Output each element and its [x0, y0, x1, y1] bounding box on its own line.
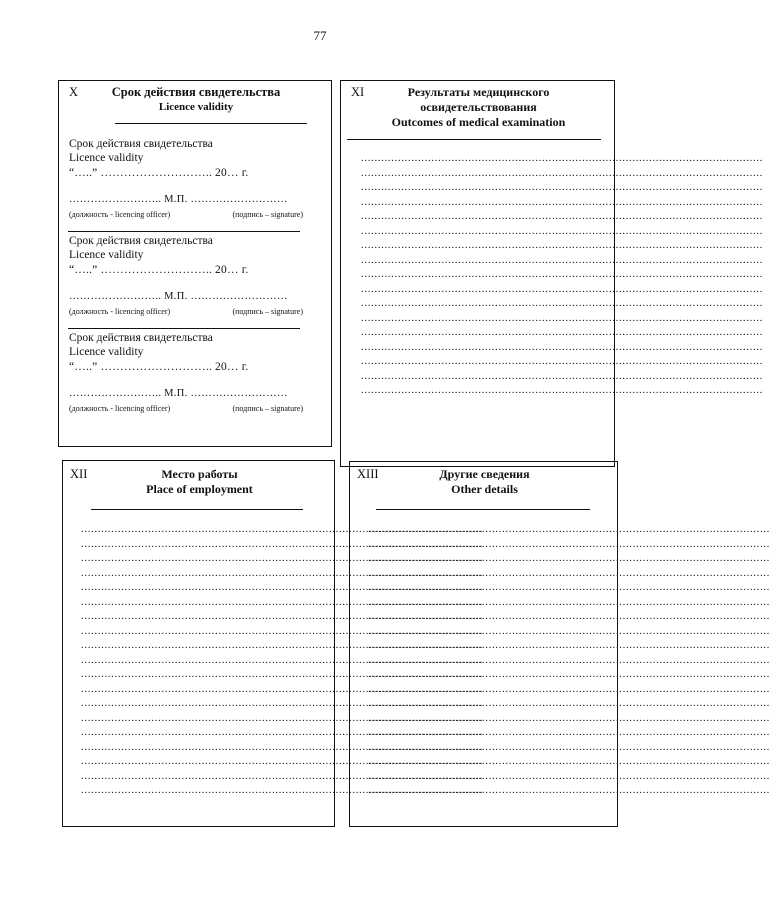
- dotted-answer-line[interactable]: ........................................................................................................................: [368, 581, 770, 593]
- dotted-answer-line[interactable]: ........................................................................................................................: [368, 610, 770, 622]
- dotted-answer-line[interactable]: ........................................................................................................................: [368, 566, 770, 579]
- validity-entry-2: [69, 234, 321, 319]
- caption-row: [69, 402, 321, 416]
- title-ru-line-1: Результаты медицинского: [407, 85, 550, 99]
- dotted-answer-line[interactable]: ........................................................................................................................: [361, 181, 763, 193]
- title-underline: [91, 509, 303, 510]
- section-title: [79, 85, 313, 115]
- entry-label-ru: Срок действия свидетельства: [69, 332, 213, 344]
- dotted-answer-line[interactable]: ........................................................................................................................: [81, 523, 483, 535]
- title-ru-line-2: освидетельствования: [420, 100, 537, 114]
- entry-divider: [68, 231, 300, 232]
- dotted-answer-line[interactable]: ........................................................................................................................: [368, 784, 770, 796]
- stamp-field[interactable]: …………………….. М.П. ………………………: [69, 194, 288, 205]
- title-en: Licence validity: [158, 101, 234, 113]
- dotted-answer-line[interactable]: ........................................................................................................................: [368, 552, 770, 564]
- dotted-answer-line[interactable]: ........................................................................................................................: [368, 668, 770, 680]
- dotted-answer-line[interactable]: ........................................................................................................................: [368, 523, 770, 535]
- dotted-answer-line[interactable]: ........................................................................................................................: [81, 755, 483, 767]
- stamp-field[interactable]: …………………….. М.П. ………………………: [69, 388, 288, 399]
- dotted-answer-line[interactable]: ........................................................................................................................: [361, 166, 763, 179]
- dotted-answer-line[interactable]: ........................................................................................................................: [361, 340, 763, 353]
- dotted-answer-line[interactable]: ........................................................................................................................: [361, 282, 763, 295]
- dotted-answer-line[interactable]: ........................................................................................................................: [81, 566, 483, 579]
- entry-label-en: Licence validity: [69, 346, 144, 358]
- section-title: [361, 85, 596, 130]
- dotted-answer-line[interactable]: ........................................................................................................................: [81, 537, 483, 550]
- dotted-answer-line[interactable]: ........................................................................................................................: [368, 537, 770, 550]
- dotted-answer-line[interactable]: ........................................................................................................................: [361, 384, 763, 396]
- dotted-answer-line[interactable]: ........................................................................................................................: [81, 653, 483, 666]
- title-ru: Срок действия свидетельства: [111, 85, 281, 99]
- section-title: [83, 467, 316, 497]
- dotted-answer-line[interactable]: ........................................................................................................................: [361, 326, 763, 338]
- validity-entry-1: [69, 137, 321, 222]
- dotted-answer-line[interactable]: ........................................................................................................................: [361, 355, 763, 367]
- dotted-answer-line[interactable]: ........................................................................................................................: [361, 224, 763, 237]
- date-field[interactable]: “…..” ……………………….. 20… г.: [69, 264, 249, 276]
- title-ru: Место работы: [161, 467, 238, 481]
- section-number: XI: [351, 85, 365, 99]
- dotted-answer-line[interactable]: ........................................................................................................................: [368, 653, 770, 666]
- title-en: Place of employment: [146, 482, 253, 496]
- signature-caption: (подпись – signature): [232, 404, 303, 413]
- dotted-answer-line[interactable]: ........................................................................................................................: [81, 581, 483, 593]
- dotted-answer-line[interactable]: ........................................................................................................................: [81, 552, 483, 564]
- dotted-answer-line[interactable]: ........................................................................................................................: [361, 297, 763, 309]
- page-number: 77: [313, 28, 327, 43]
- dotted-answer-line[interactable]: ........................................................................................................................: [368, 755, 770, 767]
- officer-caption: (должность - licencing officer): [69, 404, 171, 413]
- dotted-answer-line[interactable]: ........................................................................................................................: [361, 369, 763, 382]
- stamp-field[interactable]: …………………….. М.П. ………………………: [69, 291, 288, 302]
- signature-caption: (подпись – signature): [232, 307, 303, 316]
- signature-caption: (подпись – signature): [232, 210, 303, 219]
- caption-row: [69, 208, 321, 222]
- dotted-answer-line[interactable]: ........................................................................................................................: [361, 253, 763, 266]
- dotted-answer-line[interactable]: ........................................................................................................................: [81, 697, 483, 709]
- section-number: XIII: [357, 467, 379, 481]
- dotted-answer-line[interactable]: ........................................................................................................................: [81, 740, 483, 753]
- section-number: X: [69, 85, 79, 99]
- section-medical-examination: [340, 80, 763, 467]
- title-underline: [115, 123, 307, 124]
- dotted-answer-line[interactable]: ........................................................................................................................: [368, 769, 770, 782]
- officer-caption: (должность - licencing officer): [69, 307, 171, 316]
- dotted-answer-line[interactable]: ........................................................................................................................: [81, 624, 483, 637]
- date-field[interactable]: “…..” ……………………….. 20… г.: [69, 167, 249, 179]
- dotted-answer-line[interactable]: ........................................................................................................................: [81, 639, 483, 651]
- section-other-details: [349, 461, 770, 827]
- title-underline: [376, 509, 590, 510]
- dotted-answer-line[interactable]: ........................................................................................................................: [361, 210, 763, 222]
- dotted-answer-line[interactable]: ........................................................................................................................: [368, 682, 770, 695]
- title-en: Outcomes of medical examination: [391, 115, 566, 129]
- date-field[interactable]: “…..” ……………………….. 20… г.: [69, 361, 249, 373]
- entry-label-ru: Срок действия свидетельства: [69, 235, 213, 247]
- dotted-answer-line[interactable]: ........................................................................................................................: [81, 769, 483, 782]
- dotted-answer-line[interactable]: ........................................................................................................................: [361, 268, 763, 280]
- dotted-answer-line[interactable]: ........................................................................................................................: [368, 711, 770, 724]
- entry-label-ru: Срок действия свидетельства: [69, 138, 213, 150]
- dotted-answer-line[interactable]: ........................................................................................................................: [361, 311, 763, 324]
- dotted-answer-line[interactable]: ........................................................................................................................: [368, 726, 770, 738]
- dotted-answer-line[interactable]: ........................................................................................................................: [81, 784, 483, 796]
- dotted-answer-line[interactable]: ........................................................................................................................: [81, 610, 483, 622]
- dotted-answer-line[interactable]: ........................................................................................................................: [81, 711, 483, 724]
- dotted-answer-line[interactable]: ........................................................................................................................: [361, 195, 763, 208]
- dotted-answer-line[interactable]: ........................................................................................................................: [368, 639, 770, 651]
- entry-label-en: Licence validity: [69, 152, 144, 164]
- dotted-answer-line[interactable]: ........................................................................................................................: [81, 682, 483, 695]
- officer-caption: (должность - licencing officer): [69, 210, 171, 219]
- caption-row: [69, 305, 321, 319]
- title-underline: [347, 139, 601, 140]
- validity-entry-3: [69, 331, 321, 416]
- section-title: [370, 467, 599, 497]
- dotted-answer-line[interactable]: ........................................................................................................................: [81, 668, 483, 680]
- dotted-answer-line[interactable]: ........................................................................................................................: [81, 595, 483, 608]
- section-licence-validity: [58, 80, 332, 447]
- dotted-answer-line[interactable]: ........................................................................................................................: [368, 740, 770, 753]
- entry-divider: [68, 328, 300, 329]
- title-en: Other details: [451, 482, 518, 496]
- dotted-answer-line[interactable]: ........................................................................................................................: [368, 595, 770, 608]
- dotted-answer-line[interactable]: ........................................................................................................................: [361, 152, 763, 164]
- dotted-answer-line[interactable]: ........................................................................................................................: [81, 726, 483, 738]
- dotted-answer-line[interactable]: ........................................................................................................................: [361, 239, 763, 251]
- entry-label-en: Licence validity: [69, 249, 144, 261]
- dotted-answer-line[interactable]: ........................................................................................................................: [368, 697, 770, 709]
- section-number: XII: [70, 467, 88, 481]
- title-ru: Другие сведения: [439, 467, 530, 481]
- dotted-answer-line[interactable]: ........................................................................................................................: [368, 624, 770, 637]
